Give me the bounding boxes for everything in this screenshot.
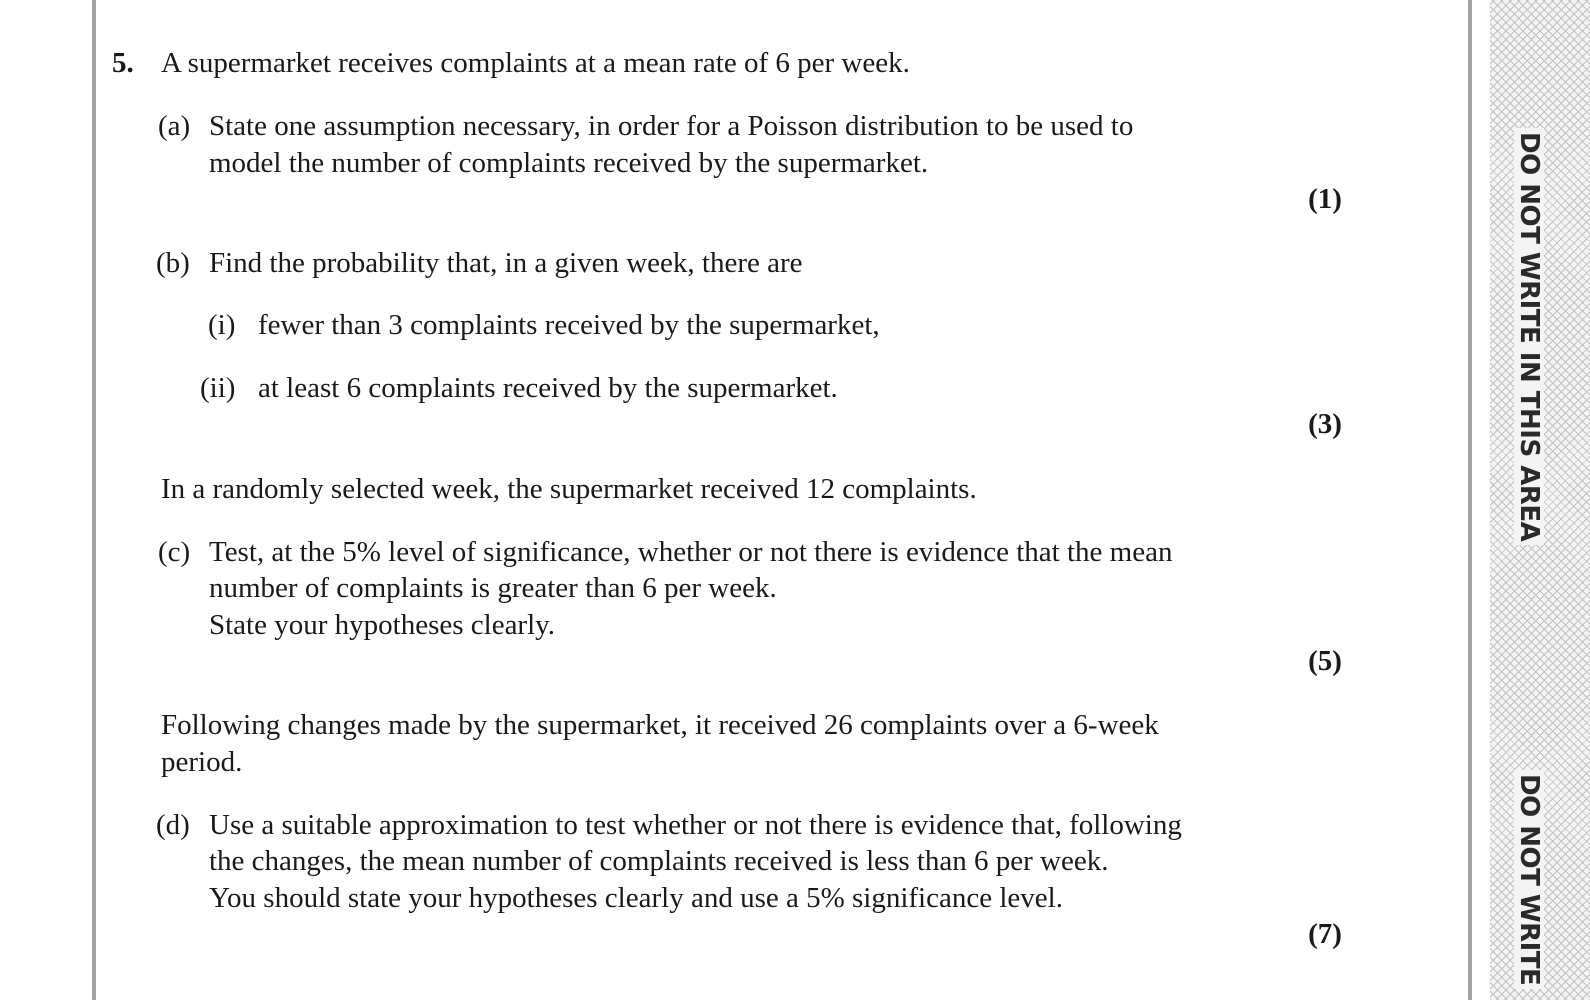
- part-d-marks: (7): [1308, 918, 1342, 950]
- part-d-text: the changes, the mean number of complaints received is less than 6 per week.: [209, 845, 1109, 877]
- part-d-text: Use a suitable approximation to test whether or not there is evidence that, following: [209, 809, 1182, 841]
- part-b-text: Find the probability that, in a given week, there are: [209, 247, 803, 279]
- question-intro: A supermarket receives complaints at a mean rate of 6 per week.: [161, 47, 910, 79]
- margin-notice: DO NOT WRITE: [1514, 770, 1544, 989]
- part-b-ii-text: at least 6 complaints received by the supermarket.: [258, 372, 838, 404]
- part-b-label: (b): [156, 247, 190, 279]
- part-a-text: model the number of complaints received by the supermarket.: [209, 147, 929, 179]
- part-b-i-label: (i): [208, 309, 236, 341]
- part-c-marks: (5): [1308, 645, 1342, 677]
- part-b-marks: (3): [1308, 408, 1342, 440]
- part-b-i-text: fewer than 3 complaints received by the supermarket,: [258, 309, 880, 341]
- margin-notice: DO NOT WRITE IN THIS AREA: [1514, 128, 1544, 545]
- context-text: period.: [161, 746, 243, 778]
- context-text: Following changes made by the supermarket, it received 26 complaints over a 6-week: [161, 709, 1159, 741]
- part-d-label: (d): [156, 809, 190, 841]
- part-a-label: (a): [158, 110, 191, 142]
- part-d-text: You should state your hypotheses clearly and use a 5% significance level.: [209, 882, 1063, 914]
- question-number: 5.: [112, 47, 134, 79]
- part-a-marks: (1): [1308, 183, 1342, 215]
- part-c-text: State your hypotheses clearly.: [209, 609, 556, 641]
- part-c-text: number of complaints is greater than 6 per week.: [209, 572, 777, 604]
- part-a-text: State one assumption necessary, in order for a Poisson distribution to be used to: [209, 110, 1134, 142]
- part-c-label: (c): [158, 536, 191, 568]
- part-b-ii-label: (ii): [200, 372, 236, 404]
- context-text: In a randomly selected week, the supermarket received 12 complaints.: [161, 473, 977, 505]
- part-c-text: Test, at the 5% level of significance, whether or not there is evidence that the mean: [209, 536, 1173, 568]
